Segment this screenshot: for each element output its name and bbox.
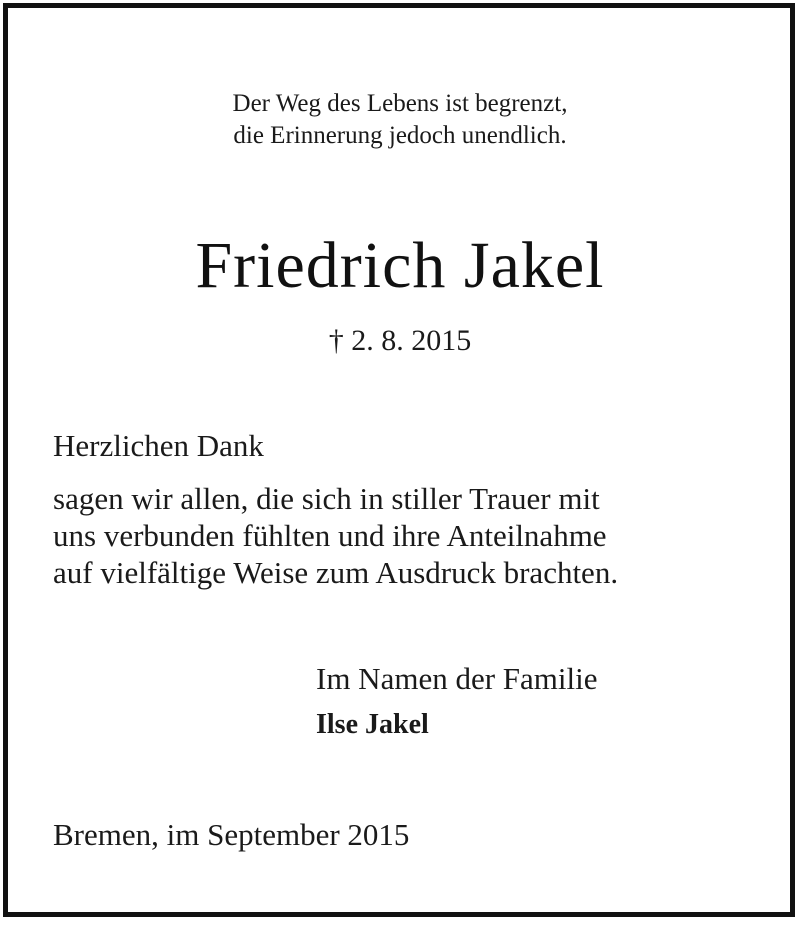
thanks-line-2: uns verbunden fühlten und ihre Anteilnahme (53, 518, 607, 553)
thanks-body (53, 480, 618, 591)
motto-line-1: Der Weg des Lebens ist begrenzt, (232, 90, 568, 117)
signature-intro: Im Namen der Familie (316, 661, 598, 696)
motto-line-2: die Erinnerung jedoch unendlich. (233, 122, 567, 149)
place-date: Bremen, im September 2015 (53, 817, 410, 852)
motto (0, 88, 800, 152)
thanks-line-1: sagen wir allen, die sich in stiller Trauer mit (53, 481, 600, 516)
thanks-line-3: auf vielfältige Weise zum Ausdruck brachten. (53, 555, 619, 590)
thanks-heading: Herzlichen Dank (53, 428, 264, 463)
signer-name: Ilse Jakel (316, 709, 429, 740)
deceased-name: Friedrich Jakel (195, 229, 605, 302)
death-date: † 2. 8. 2015 (328, 324, 472, 357)
